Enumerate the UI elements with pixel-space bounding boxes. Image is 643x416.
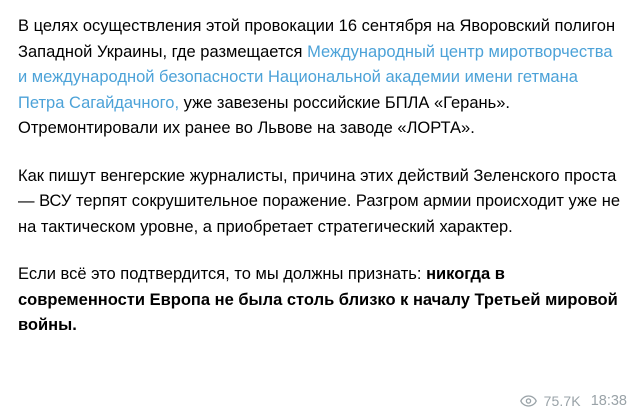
- view-count: 75.7K: [543, 393, 581, 409]
- paragraph-2-text: Как пишут венгерские журналисты, причина этих действий Зеленского проста — ВСУ терпят сокрушительное поражение. Разгром армии происходит уже не на тактическом уровне, а приобретает стратегический характер.: [18, 166, 621, 236]
- message-paragraph-2: [18, 164, 625, 241]
- peacekeeping-center-link[interactable]: Международный центр миротворчества и международной безопасности Национальной академии имени гетмана Петра Сагайдачного,: [18, 42, 613, 112]
- message-paragraph-1: [18, 14, 625, 142]
- paragraph-1-text-lead: В целях осуществления этой провокации 16 сентября на Яворовский полигон Западной Украины, где размещается: [18, 17, 616, 61]
- eye-icon: [520, 395, 537, 407]
- paragraph-3-text-emphasis: никогда в современности Европа не была столь близко к началу Третьей мировой войны.: [18, 265, 618, 334]
- message-timestamp: 18:38: [590, 393, 627, 409]
- message-paragraph-3: [18, 262, 625, 339]
- paragraph-1-text-tail: уже завезены российские БПЛА «Герань». Отремонтировали их ранее во Львове на заводе «ЛОРТА».: [18, 93, 510, 137]
- message-footer: [520, 393, 627, 409]
- paragraph-3-text-lead: Если всё это подтвердится, то мы должны признать:: [18, 265, 427, 283]
